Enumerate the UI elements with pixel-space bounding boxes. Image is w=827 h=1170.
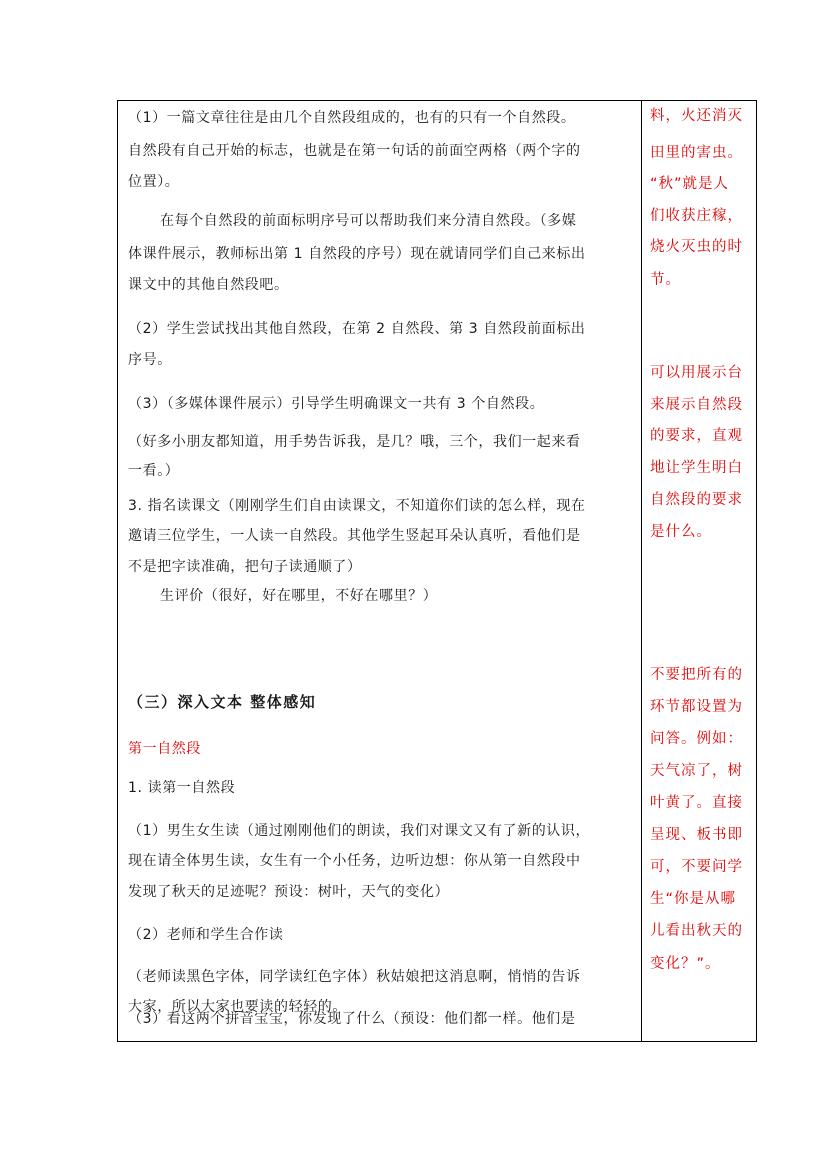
text-line: （1）男生女生读（通过刚刚他们的朗读，我们对课文又有了新的认识， — [128, 823, 591, 839]
lesson-plan-table — [117, 100, 757, 1042]
text-line: 不是把字读准确，把句子读通顺了） — [128, 559, 362, 575]
text-line: 序号。 — [128, 352, 172, 368]
note-line: 呈现、板书即 — [650, 827, 743, 843]
text-line: 1. 读第一自然段 — [128, 780, 236, 796]
text-line: 邀请三位学生，一人读一自然段。其他学生竖起耳朵认真听，看他们是 — [128, 528, 581, 544]
section-heading: （三）深入文本 整体感知 — [128, 693, 317, 711]
text-line: （好多小朋友都知道，用手势告诉我，是几？哦，三个，我们一起来看 — [128, 434, 581, 450]
note-line: 天气凉了，树 — [650, 763, 743, 779]
note-line: 变化？”。 — [650, 956, 721, 972]
note-line: 生“你是从哪 — [650, 891, 737, 907]
note-line: 问答。例如： — [650, 731, 743, 747]
note-line: 不要把所有的 — [650, 667, 743, 683]
text-line: 现在请全体男生读，女生有一个小任务，边听边想：你从第一自然段中 — [128, 853, 581, 869]
note-line: 料，火还消灭 — [650, 108, 743, 124]
notes-column — [642, 101, 756, 1041]
text-line: 发现了秋天的足迹呢？预设：树叶，天气的变化） — [128, 884, 450, 900]
text-line: 在每个自然段的前面标明序号可以帮助我们来分清自然段。（多媒 — [160, 213, 577, 229]
text-line: （2）老师和学生合作读 — [128, 927, 284, 943]
note-line: 节。 — [650, 272, 681, 288]
text-line: 一看。） — [128, 463, 180, 479]
note-line: 儿看出秋天的 — [650, 923, 743, 939]
note-line: 是什么。 — [650, 524, 712, 540]
text-line: 生评价（很好，好在哪里，不好在哪里？） — [160, 588, 438, 604]
note-line: 来展示自然段 — [650, 397, 743, 413]
note-line: 们收获庄稼， — [650, 208, 743, 224]
note-line: 的要求，直观 — [650, 428, 743, 444]
note-line: 烧火灭虫的时 — [650, 239, 743, 255]
subsection-title: 第一自然段 — [128, 741, 201, 757]
text-line: （2）学生尝试找出其他自然段，在第 2 自然段、第 3 自然段前面标出 — [128, 321, 586, 337]
text-line: （3）看这两个拼音宝宝，你发现了什么（预设：他们都一样。他们是 — [128, 1011, 576, 1027]
note-line: “秋”就是人 — [650, 176, 730, 192]
text-line: （老师读黑色字体，同学读红色字体）秋姑娘把这消息啊，悄悄的告诉 — [128, 969, 581, 985]
note-line: 可，不要问学 — [650, 859, 743, 875]
note-line: 叶黄了。直接 — [650, 795, 743, 811]
text-line: 3. 指名读课文（刚刚学生们自由读课文，不知道你们读的怎么样，现在 — [128, 498, 586, 514]
main-column — [118, 101, 641, 1041]
text-line: 大家，所以大家也要读的轻轻的。 — [128, 999, 347, 1015]
text-line: （1）一篇文章往往是由几个自然段组成的，也有的只有一个自然段。 — [128, 110, 576, 126]
note-line: 田里的害虫。 — [650, 145, 743, 161]
text-line: （3）（多媒体课件展示）引导学生明确课文一共有 3 个自然段。 — [128, 396, 545, 412]
text-line: 位置）。 — [128, 174, 180, 190]
note-line: 可以用展示台 — [650, 365, 743, 381]
note-line: 地让学生明白 — [650, 460, 743, 476]
note-line: 环节都设置为 — [650, 699, 743, 715]
text-line: 课文中的其他自然段吧。 — [128, 277, 289, 293]
note-line: 自然段的要求 — [650, 492, 743, 508]
text-line: 体课件展示，教师标出第 1 自然段的序号）现在就请同学们自己来标出 — [128, 246, 586, 262]
text-line: 自然段有自己开始的标志，也就是在第一句话的前面空两格（两个字的 — [128, 143, 581, 159]
